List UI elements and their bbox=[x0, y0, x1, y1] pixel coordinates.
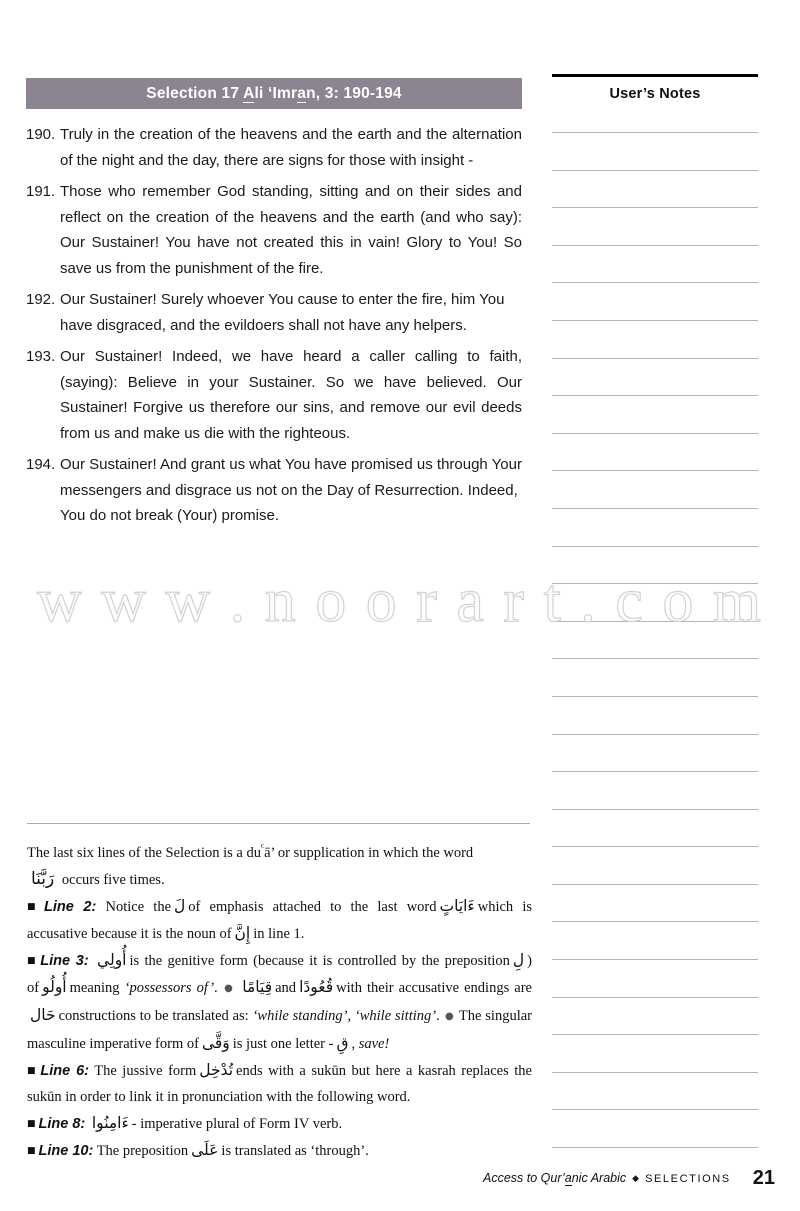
arabic-word-hal: حَال bbox=[30, 1005, 56, 1024]
verse-item bbox=[26, 287, 522, 338]
verse-text: Our Sustainer! Surely whoever You cause to enter the fire, him You have disgraced, and the evildoers shall not have any helpers. bbox=[60, 291, 505, 334]
grammar-note-line2 bbox=[27, 893, 532, 947]
note-ruled-line[interactable] bbox=[552, 470, 758, 471]
user-notes-top-rule bbox=[552, 74, 758, 77]
note-seg: . bbox=[214, 979, 218, 996]
note-seg: is just one letter - bbox=[232, 1035, 334, 1052]
selection-title-macron-a: A bbox=[243, 85, 255, 102]
note-ruled-line[interactable] bbox=[552, 433, 758, 434]
note-ruled-line[interactable] bbox=[552, 282, 758, 283]
note-ruled-line[interactable] bbox=[552, 846, 758, 847]
square-bullet-icon: ■ bbox=[27, 1118, 36, 1129]
grammar-note-label: Line 10: bbox=[38, 1142, 94, 1159]
note-ruled-line[interactable] bbox=[552, 696, 758, 697]
user-notes-ruled-lines[interactable] bbox=[552, 132, 758, 1185]
note-ruled-line[interactable] bbox=[552, 358, 758, 359]
grammar-note-label: Line 2: bbox=[44, 898, 97, 915]
note-italic: ‘possessors of’ bbox=[124, 979, 215, 996]
note-ruled-line[interactable] bbox=[552, 621, 758, 622]
footer-title-pre: Access to Qur’ bbox=[483, 1171, 565, 1185]
note-seg: The jussive form bbox=[94, 1062, 197, 1079]
arabic-word-aminu: ءَامِنُوا bbox=[91, 1113, 129, 1132]
note-ruled-line[interactable] bbox=[552, 1147, 758, 1148]
arabic-word-tadkhil: تُدْخِل bbox=[199, 1060, 234, 1079]
note-ruled-line[interactable] bbox=[552, 884, 758, 885]
square-bullet-icon: ■ bbox=[27, 901, 42, 912]
selection-title-banner bbox=[26, 78, 522, 109]
footer-book-title bbox=[483, 1171, 626, 1186]
note-ruled-line[interactable] bbox=[552, 395, 758, 396]
verse-number: 194. bbox=[26, 456, 56, 473]
note-ruled-line[interactable] bbox=[552, 1072, 758, 1073]
verse-item bbox=[26, 452, 522, 529]
intro-text-part2: ā’ or supplication in which the word bbox=[264, 844, 474, 861]
selection-title-mid: li ‘Imr bbox=[254, 85, 298, 102]
grammar-note-line10 bbox=[27, 1137, 532, 1164]
arabic-letter-qi: قِ bbox=[336, 1033, 349, 1052]
grammar-note-label: Line 8: bbox=[38, 1115, 86, 1132]
verse-text: Truly in the creation of the heavens and the earth and the alternation of the night and the day, there are signs for those with insight - bbox=[60, 126, 522, 169]
round-bullet-icon: ● bbox=[444, 1010, 454, 1022]
arabic-word-inna: إِنَّ bbox=[234, 923, 251, 942]
verse-number: 192. bbox=[26, 291, 56, 308]
square-bullet-icon: ■ bbox=[27, 1145, 36, 1156]
footer-title-macron: a bbox=[564, 1171, 572, 1185]
site-watermark: w w w . n o o r a r t . c o m bbox=[36, 567, 764, 635]
verse-text: Our Sustainer! Indeed, we have heard a caller calling to faith, (saying): Believe in your Sustainer. So we have believed. Our Sustainer! Forgive us therefore our sins, and remove our evil deeds from us and make us die with the righteous. bbox=[60, 348, 522, 442]
verse-number: 190. bbox=[26, 126, 56, 143]
note-seg: - imperative plural of Form IV verb. bbox=[131, 1115, 343, 1132]
user-notes-title: User’s Notes bbox=[609, 86, 701, 102]
note-italic: ‘while sitting’ bbox=[354, 1007, 437, 1024]
verse-number: 193. bbox=[26, 348, 56, 365]
note-seg: with their accusative endings are bbox=[336, 979, 532, 996]
verse-item bbox=[26, 122, 522, 173]
note-seg: and bbox=[275, 979, 297, 996]
note-seg: . bbox=[436, 1007, 440, 1024]
grammar-note-label: Line 3: bbox=[40, 952, 89, 969]
note-ruled-line[interactable] bbox=[552, 809, 758, 810]
translation-column bbox=[26, 78, 522, 535]
note-seg: The preposition bbox=[96, 1142, 189, 1159]
note-seg: The singular masculine imperative form of bbox=[27, 1007, 532, 1052]
arabic-word-ala: عَلَى bbox=[191, 1140, 219, 1159]
footer-page-number: 21 bbox=[752, 1167, 775, 1189]
verse-item bbox=[26, 344, 522, 446]
note-seg: Notice the bbox=[105, 898, 172, 915]
intro-text-part3: occurs five times. bbox=[61, 871, 165, 888]
selection-title-prefix: Selection 17 bbox=[146, 85, 244, 102]
note-italic: ‘while standing’ bbox=[252, 1007, 348, 1024]
round-bullet-icon: ● bbox=[222, 982, 235, 994]
note-seg: , bbox=[347, 1007, 352, 1024]
arabic-word-ayat: ءَايَاتٍ bbox=[439, 896, 475, 915]
note-ruled-line[interactable] bbox=[552, 921, 758, 922]
selection-title-macron-b: a bbox=[297, 85, 307, 102]
note-ruled-line[interactable] bbox=[552, 734, 758, 735]
note-seg: in line 1. bbox=[253, 925, 305, 942]
grammar-note-line3 bbox=[27, 947, 532, 1057]
square-bullet-icon: ■ bbox=[27, 1065, 38, 1076]
note-seg: , bbox=[351, 1035, 356, 1052]
arabic-word-ulu: أُولُو bbox=[42, 977, 67, 996]
footer-title-post: nic Arabic bbox=[571, 1171, 627, 1185]
note-seg: ends with a sukūn but here a kasrah replaces the sukūn in order to link it in pronunciation with the following word. bbox=[27, 1062, 532, 1105]
arabic-word-uli: أُولِي bbox=[97, 950, 127, 969]
note-ruled-line[interactable] bbox=[552, 959, 758, 960]
note-ruled-line[interactable] bbox=[552, 207, 758, 208]
selection-title-tail: n, 3: 190-194 bbox=[306, 85, 402, 102]
verse-text: Those who remember God standing, sitting and on their sides and reflect on the creation of the heavens and the earth (and who say): Our Sustainer! You have not created this in vain! Glory to You! So save us from the punishment of the fire. bbox=[60, 183, 522, 277]
arabic-word-quudan: قُعُودًا bbox=[299, 977, 334, 996]
arabic-word-waqqa: وَقَّى bbox=[201, 1033, 230, 1052]
square-bullet-icon: ■ bbox=[27, 955, 38, 966]
verse-item bbox=[26, 179, 522, 281]
note-seg: of emphasis attached to the last word bbox=[188, 898, 437, 915]
note-ruled-line[interactable] bbox=[552, 320, 758, 321]
note-ruled-line[interactable] bbox=[552, 245, 758, 246]
grammar-notes-divider bbox=[27, 823, 530, 824]
note-ruled-line[interactable] bbox=[552, 132, 758, 133]
note-ruled-line[interactable] bbox=[552, 546, 758, 547]
grammar-notes-section bbox=[27, 834, 532, 1164]
arabic-word-rabbana: رَبَّنَا bbox=[31, 868, 55, 889]
diamond-icon: ◆ bbox=[632, 1173, 640, 1183]
intro-superscript-ayn: ᶜ bbox=[260, 840, 265, 854]
note-ruled-line[interactable] bbox=[552, 658, 758, 659]
note-ruled-line[interactable] bbox=[552, 1109, 758, 1110]
user-notes-column bbox=[552, 74, 758, 102]
note-ruled-line[interactable] bbox=[552, 508, 758, 509]
grammar-note-line6 bbox=[27, 1057, 532, 1110]
note-seg: constructions to be translated as: bbox=[58, 1007, 249, 1024]
arabic-lam-emphasis: لَ bbox=[174, 896, 186, 915]
verse-list bbox=[26, 122, 522, 529]
note-seg: ) of bbox=[27, 952, 533, 996]
verse-number: 191. bbox=[26, 183, 56, 200]
note-seg: is the genitive form (because it is controlled by the preposition bbox=[129, 952, 510, 969]
grammar-note-label: Line 6: bbox=[40, 1062, 89, 1079]
note-ruled-line[interactable] bbox=[552, 771, 758, 772]
note-seg: which is accusative because it is the noun of bbox=[27, 898, 532, 942]
note-italic: save! bbox=[358, 1035, 390, 1052]
note-ruled-line[interactable] bbox=[552, 170, 758, 171]
grammar-note-intro bbox=[27, 834, 532, 893]
intro-text-part1: The last six lines of the Selection is a du bbox=[27, 844, 261, 861]
arabic-li-preposition: لِ bbox=[512, 950, 525, 969]
arabic-word-qiyaman: قِيَامًا bbox=[242, 977, 273, 996]
note-ruled-line[interactable] bbox=[552, 583, 758, 584]
verse-text: Our Sustainer! And grant us what You have promised us through Your messengers and disgrace us not on the Day of Resurrection. Indeed, You do not break (Your) promise. bbox=[60, 456, 522, 524]
note-ruled-line[interactable] bbox=[552, 1034, 758, 1035]
footer-section-label: SELECTIONS bbox=[645, 1173, 731, 1185]
page-footer bbox=[0, 1167, 800, 1190]
note-seg: is translated as ‘through’. bbox=[221, 1142, 369, 1159]
note-seg: meaning bbox=[69, 979, 120, 996]
note-ruled-line[interactable] bbox=[552, 997, 758, 998]
grammar-note-line8 bbox=[27, 1110, 532, 1137]
